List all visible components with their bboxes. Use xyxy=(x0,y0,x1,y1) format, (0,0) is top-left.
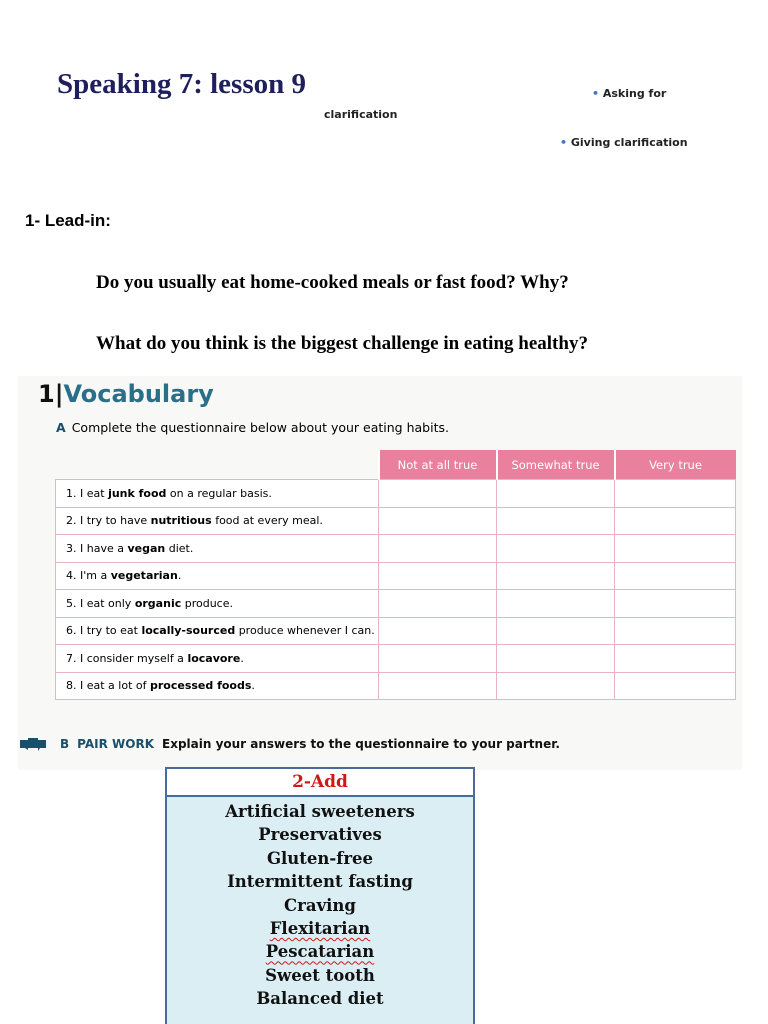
answer-cell[interactable] xyxy=(615,590,736,618)
statement-cell: 2. I try to have nutritious food at every meal. xyxy=(56,507,379,535)
questionnaire-table xyxy=(55,450,736,700)
answer-cell[interactable] xyxy=(615,645,736,673)
answer-cell[interactable] xyxy=(615,480,736,508)
answer-cell[interactable] xyxy=(497,507,615,535)
speech-bubbles-icon xyxy=(18,737,48,751)
list-item: Balanced diet xyxy=(256,989,384,1009)
table-header-row xyxy=(56,450,736,480)
page-title: Speaking 7: lesson 9 xyxy=(57,68,306,100)
add-vocabulary-box xyxy=(165,767,475,1024)
statement-cell: 8. I eat a lot of processed foods. xyxy=(56,672,379,700)
column-somewhat-true: Somewhat true xyxy=(497,450,615,480)
list-item: Intermittent fasting xyxy=(227,872,413,892)
list-item: Gluten-free xyxy=(266,848,374,868)
statement-cell: 3. I have a vegan diet. xyxy=(56,535,379,563)
answer-cell[interactable] xyxy=(497,535,615,563)
answer-cell[interactable] xyxy=(379,617,497,645)
answer-cell[interactable] xyxy=(615,672,736,700)
answer-cell[interactable] xyxy=(497,480,615,508)
table-header-blank xyxy=(56,450,379,480)
statement-cell: 4. I'm a vegetarian. xyxy=(56,562,379,590)
answer-cell[interactable] xyxy=(497,672,615,700)
list-item: Pescatarian xyxy=(265,942,375,962)
answer-cell[interactable] xyxy=(379,535,497,563)
table-row xyxy=(56,645,736,673)
objective-clarification: clarification xyxy=(324,108,398,121)
list-item: Craving xyxy=(284,895,356,915)
lead-in-question-1: Do you usually eat home-cooked meals or fast food? Why? xyxy=(96,272,569,293)
lead-in-question-2: What do you think is the biggest challenge in eating healthy? xyxy=(96,333,588,354)
vocabulary-heading: 1|Vocabulary xyxy=(38,380,214,408)
answer-cell[interactable] xyxy=(379,672,497,700)
statement-cell: 1. I eat junk food on a regular basis. xyxy=(56,480,379,508)
table-row xyxy=(56,617,736,645)
answer-cell[interactable] xyxy=(379,562,497,590)
answer-cell[interactable] xyxy=(497,617,615,645)
add-word-list xyxy=(167,797,473,1011)
answer-cell[interactable] xyxy=(379,507,497,535)
objective-giving: • Giving clarification xyxy=(560,136,688,149)
answer-cell[interactable] xyxy=(497,590,615,618)
objective-asking: • Asking for xyxy=(592,87,667,100)
answer-cell[interactable] xyxy=(379,590,497,618)
answer-cell[interactable] xyxy=(379,645,497,673)
table-row xyxy=(56,507,736,535)
exercise-a-instruction: A Complete the questionnaire below about your eating habits. xyxy=(56,420,449,435)
list-item: Sweet tooth xyxy=(265,965,375,985)
table-row xyxy=(56,672,736,700)
answer-cell[interactable] xyxy=(615,562,736,590)
answer-cell[interactable] xyxy=(379,480,497,508)
statement-cell: 7. I consider myself a locavore. xyxy=(56,645,379,673)
answer-cell[interactable] xyxy=(615,535,736,563)
add-heading: 2-Add xyxy=(167,769,473,797)
statement-cell: 5. I eat only organic produce. xyxy=(56,590,379,618)
table-row xyxy=(56,562,736,590)
column-not-at-all-true: Not at all true xyxy=(379,450,497,480)
lead-in-heading: 1- Lead-in: xyxy=(25,211,111,230)
exercise-b-instruction: B PAIR WORK Explain your answers to the questionnaire to your partner. xyxy=(18,737,560,751)
answer-cell[interactable] xyxy=(497,562,615,590)
statement-cell: 6. I try to eat locally-sourced produce whenever I can. xyxy=(56,617,379,645)
list-item: Flexitarian xyxy=(269,919,371,939)
answer-cell[interactable] xyxy=(615,617,736,645)
list-item: Preservatives xyxy=(258,825,382,845)
answer-cell[interactable] xyxy=(497,645,615,673)
list-item: Artificial sweeteners xyxy=(225,802,415,821)
column-very-true: Very true xyxy=(615,450,736,480)
table-row xyxy=(56,590,736,618)
answer-cell[interactable] xyxy=(615,507,736,535)
table-row xyxy=(56,535,736,563)
table-row xyxy=(56,480,736,508)
